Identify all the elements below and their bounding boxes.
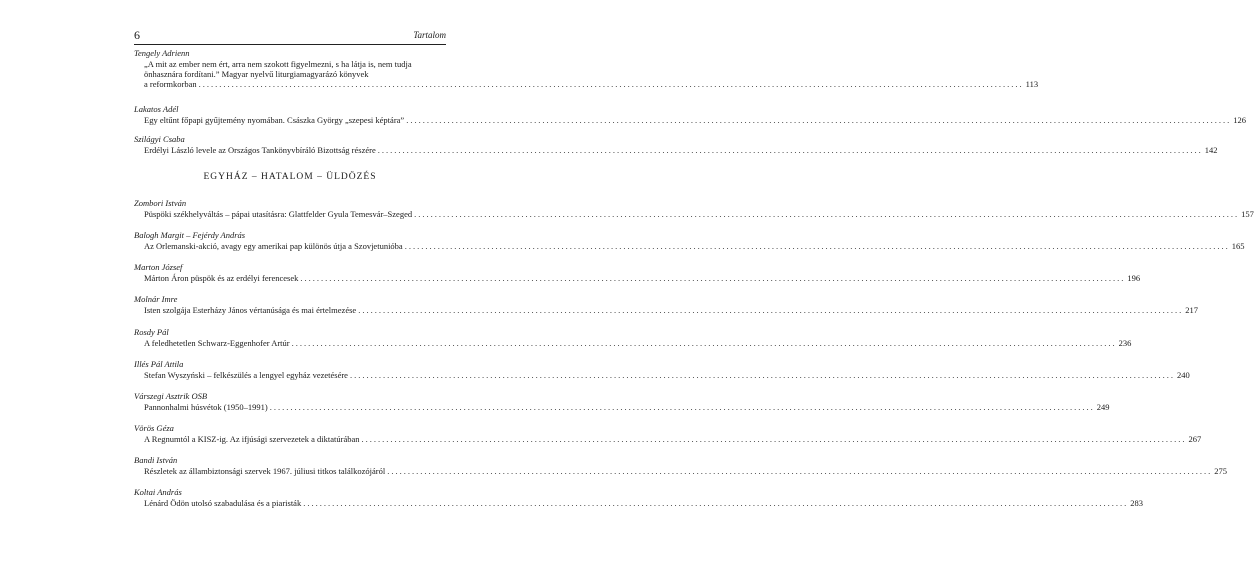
dot-leader: ........................................................................................................................................................................................................ [300, 273, 1126, 283]
dot-leader: ........................................................................................................................................................................................................ [291, 338, 1117, 348]
toc-page-number: 217 [1185, 305, 1198, 315]
toc-author: Marton József [134, 262, 183, 272]
toc-page-number: 236 [1118, 338, 1132, 348]
toc-page-number: 267 [1188, 434, 1202, 444]
toc-title: A feledhetetlen Schwarz-Eggenhofer Artúr [144, 338, 290, 348]
dot-leader: ........................................................................................................................................................................................................ [406, 115, 1232, 125]
toc-page-number: 283 [1130, 498, 1143, 508]
toc-author: Vörös Géza [134, 423, 174, 433]
dot-leader: ........................................................................................................................................................................................................ [269, 402, 1095, 412]
dot-leader: ........................................................................................................................................................................................................ [361, 434, 1187, 444]
toc-author: Bandi István [134, 455, 178, 465]
toc-page-number: 240 [1176, 370, 1190, 380]
toc-author: Koltai András [134, 487, 182, 497]
toc-page-number: 196 [1127, 273, 1141, 283]
toc-page-number: 126 [1233, 115, 1246, 125]
dot-leader: ........................................................................................................................................................................................................ [303, 498, 1129, 508]
toc-author: Balogh Margit – Fejérdy András [134, 230, 246, 240]
toc-author: Lakatos Adél [134, 104, 179, 114]
toc-title: Az Orlemanski-akció, avagy egy amerikai pap különös útja a Szovjetunióba [144, 241, 403, 251]
toc-author: Szilágyi Csaba [134, 134, 185, 144]
toc-title: „A mit az ember nem ért, arra nem szokott figyelmezni, s ha látja is, nem tudja [144, 59, 412, 69]
page-header [134, 28, 446, 44]
toc-author: Várszegi Asztrik OSB [134, 391, 208, 401]
dot-leader: ........................................................................................................................................................................................................ [404, 241, 1230, 251]
toc-page-number: 157 [1241, 209, 1254, 219]
dot-leader: ........................................................................................................................................................................................................ [414, 209, 1240, 219]
toc-title-line [144, 434, 1202, 444]
toc-title: Részletek az állambiztonsági szervek 1967. júliusi titkos találkozójáról [144, 466, 386, 476]
toc-title: a reformkorban [144, 79, 197, 89]
toc-title: Lénárd Ödön utolsó szabadulása és a piaristák [144, 498, 302, 508]
toc-title-line [144, 59, 446, 69]
toc-title-line [144, 69, 446, 79]
running-head: Tartalom [413, 30, 446, 40]
toc-author: Illés Pál Attila [134, 359, 184, 369]
dot-leader: ........................................................................................................................................................................................................ [198, 79, 1024, 89]
toc-title-line [144, 338, 1132, 348]
toc-title-line [144, 115, 1246, 125]
section-title: EGYHÁZ – HATALOM – ÜLDÖZÉS [203, 172, 377, 182]
toc-page-number: 275 [1214, 466, 1227, 476]
toc-title-line [144, 402, 1110, 412]
toc-title: önhasznára fordítani.” Magyar nyelvű liturgiamagyarázó könyvek [144, 69, 369, 79]
toc-page-number: 165 [1231, 241, 1245, 251]
toc-title-line [144, 79, 1039, 89]
toc-title: Egy eltűnt főpapi gyűjtemény nyomában. Császka György „szepesi képtára” [144, 115, 405, 125]
toc-title-line [144, 305, 1198, 315]
toc-page-number: 249 [1096, 402, 1110, 412]
toc-title-line [144, 498, 1143, 508]
toc-title-line [144, 209, 1254, 219]
toc-title-line [144, 241, 1245, 251]
toc-author: Tengely Adrienn [134, 48, 190, 58]
toc-title-line [144, 466, 1227, 476]
dot-leader: ........................................................................................................................................................................................................ [349, 370, 1175, 380]
toc-title-line [144, 145, 1218, 155]
toc-title: Isten szolgája Esterházy János vértanúsága és mai értelmezése [144, 305, 357, 315]
toc-title-line [144, 370, 1190, 380]
page-number: 6 [134, 28, 140, 42]
dot-leader: ........................................................................................................................................................................................................ [377, 145, 1203, 155]
toc-title-line [144, 273, 1141, 283]
toc-title: Püspöki székhelyváltás – pápai utasításra: Glattfelder Gyula Temesvár–Szeged [144, 209, 413, 219]
toc-title: A Regnumtól a KISZ-ig. Az ifjúsági szervezetek a diktatúrában [144, 434, 360, 444]
toc-title: Stefan Wyszyński – felkészülés a lengyel egyház vezetésére [144, 370, 348, 380]
toc-title: Erdélyi László levele az Országos Tankönyvbíráló Bizottság részére [144, 145, 376, 155]
toc-author: Zombori István [134, 198, 187, 208]
dot-leader: ........................................................................................................................................................................................................ [358, 305, 1184, 315]
toc-page-number: 113 [1025, 79, 1039, 89]
toc-title: Márton Áron püspök és az erdélyi ferencesek [144, 273, 299, 283]
toc-title: Pannonhalmi húsvétok (1950–1991) [144, 402, 268, 412]
toc-author: Molnár Imre [134, 294, 178, 304]
header-rule [134, 44, 446, 45]
toc-page-number: 142 [1204, 145, 1218, 155]
toc-author: Rosdy Pál [134, 327, 169, 337]
dot-leader: ........................................................................................................................................................................................................ [387, 466, 1213, 476]
